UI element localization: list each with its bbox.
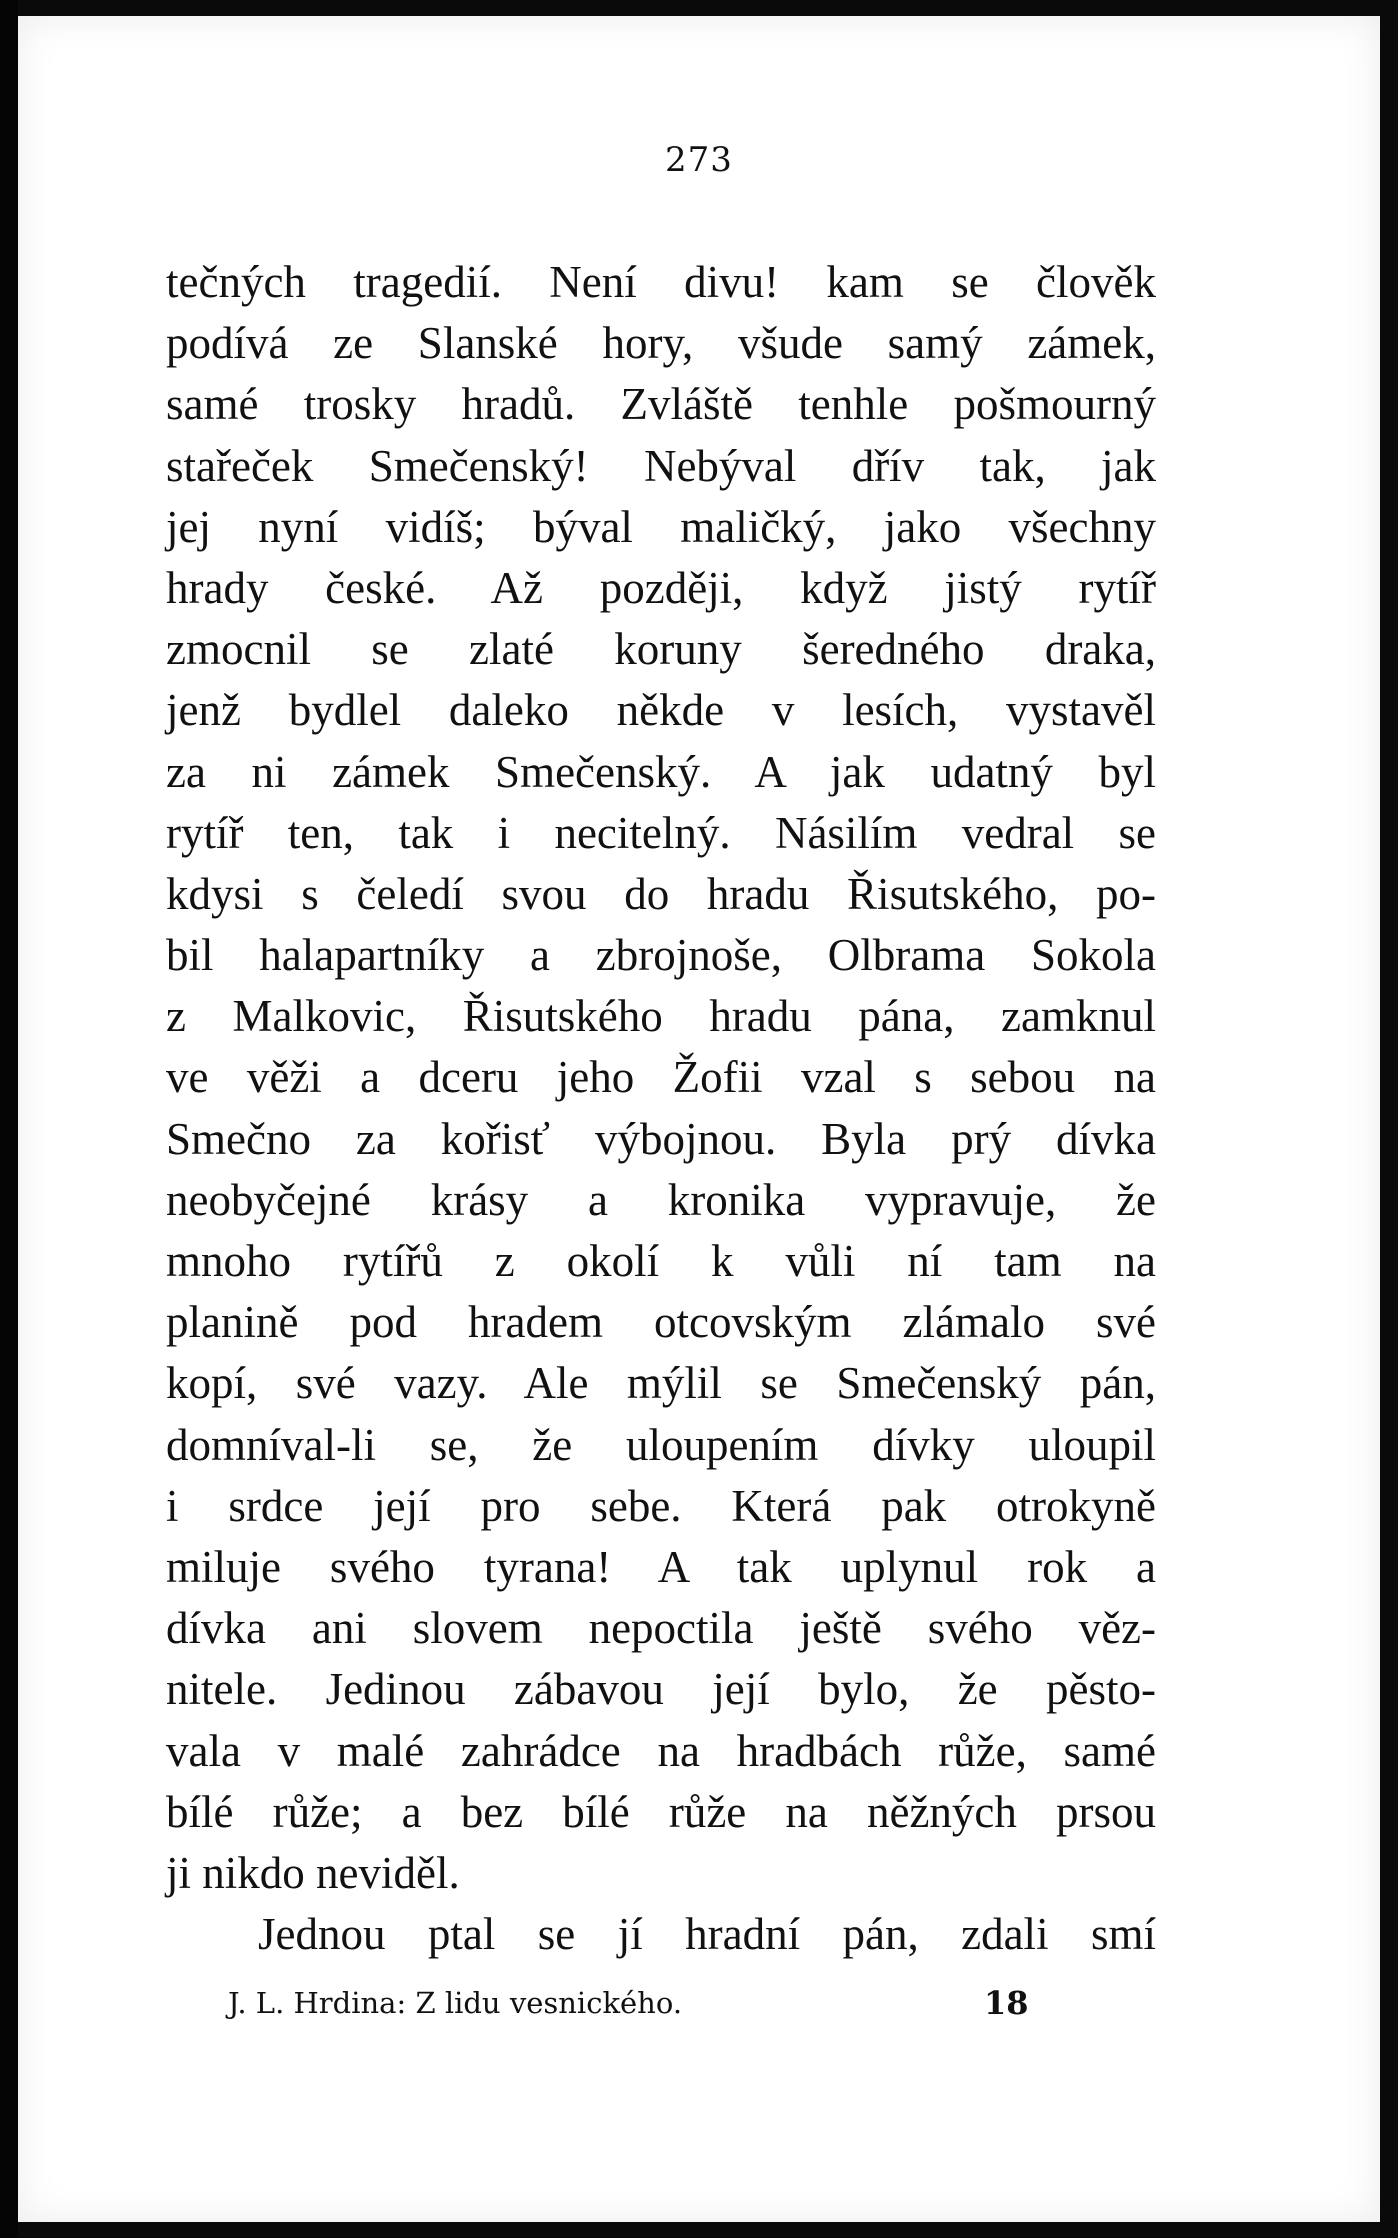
text-line: planině pod hradem otcovským zlámalo své bbox=[166, 1297, 1156, 1348]
scan-edge bbox=[0, 0, 18, 2238]
text-line: Smečno za kořisť výbojnou. Byla prý dívka bbox=[166, 1113, 1156, 1164]
text-line: domníval-li se, že uloupením dívky uloupil bbox=[166, 1419, 1156, 1470]
text-line: jenž bydlel daleko někde v lesích, vystavěl bbox=[166, 685, 1156, 736]
text-line: hrady české. Až později, když jistý rytíř bbox=[166, 562, 1156, 613]
text-line: vala v malé zahrádce na hradbách růže, samé bbox=[166, 1725, 1156, 1776]
text-line: dívka ani slovem nepoctila ještě svého věz- bbox=[166, 1603, 1156, 1654]
text-line: jej nyní vidíš; býval maličký, jako všechny bbox=[166, 501, 1156, 552]
sheet-number: 18 bbox=[984, 1984, 1029, 2022]
text-line: ji nikdo neviděl. bbox=[166, 1847, 460, 1898]
text-line: samé trosky hradů. Zvláště tenhle pošmourný bbox=[166, 379, 1156, 430]
text-line: za ni zámek Smečenský. A jak udatný byl bbox=[166, 746, 1156, 797]
text-line: neobyčejné krásy a kronika vypravuje, že bbox=[166, 1174, 1156, 1225]
text-line: bil halapartníky a zbrojnoše, Olbrama Sokola bbox=[166, 930, 1156, 981]
text-line: kdysi s čeledí svou do hradu Řisutského, po- bbox=[166, 868, 1156, 919]
page-number: 273 bbox=[665, 140, 733, 180]
text-line: mnoho rytířů z okolí k vůli ní tam na bbox=[166, 1236, 1156, 1286]
body-text bbox=[166, 252, 1156, 1965]
text-line: ve věži a dceru jeho Žofii vzal s sebou na bbox=[166, 1052, 1156, 1103]
text-line: z Malkovic, Řisutského hradu pána, zamknul bbox=[166, 991, 1156, 1042]
text-line: tečných tragedií. Není divu! kam se člověk bbox=[166, 257, 1156, 307]
text-line: stařeček Smečenský! Nebýval dřív tak, jak bbox=[166, 440, 1156, 491]
text-line: zmocnil se zlaté koruny šeredného draka, bbox=[166, 624, 1156, 675]
text-line: bílé růže; a bez bílé růže na něžných prsou bbox=[166, 1786, 1156, 1837]
footer-signature: J. L. Hrdina: Z lidu vesnického. bbox=[228, 1986, 683, 2020]
text-line: podívá ze Slanské hory, všude samý zámek, bbox=[166, 318, 1156, 369]
text-line: Jednou ptal se jí hradní pán, zdali smí bbox=[258, 1909, 1156, 1960]
text-line: i srdce její pro sebe. Která pak otrokyně bbox=[166, 1480, 1156, 1531]
text-line: miluje svého tyrana! A tak uplynul rok a bbox=[166, 1541, 1156, 1592]
text-line: kopí, své vazy. Ale mýlil se Smečenský pán, bbox=[166, 1358, 1156, 1409]
text-line: nitele. Jedinou zábavou její bylo, že pěsto- bbox=[166, 1664, 1156, 1715]
text-line: rytíř ten, tak i necitelný. Násilím vedral se bbox=[166, 807, 1156, 858]
